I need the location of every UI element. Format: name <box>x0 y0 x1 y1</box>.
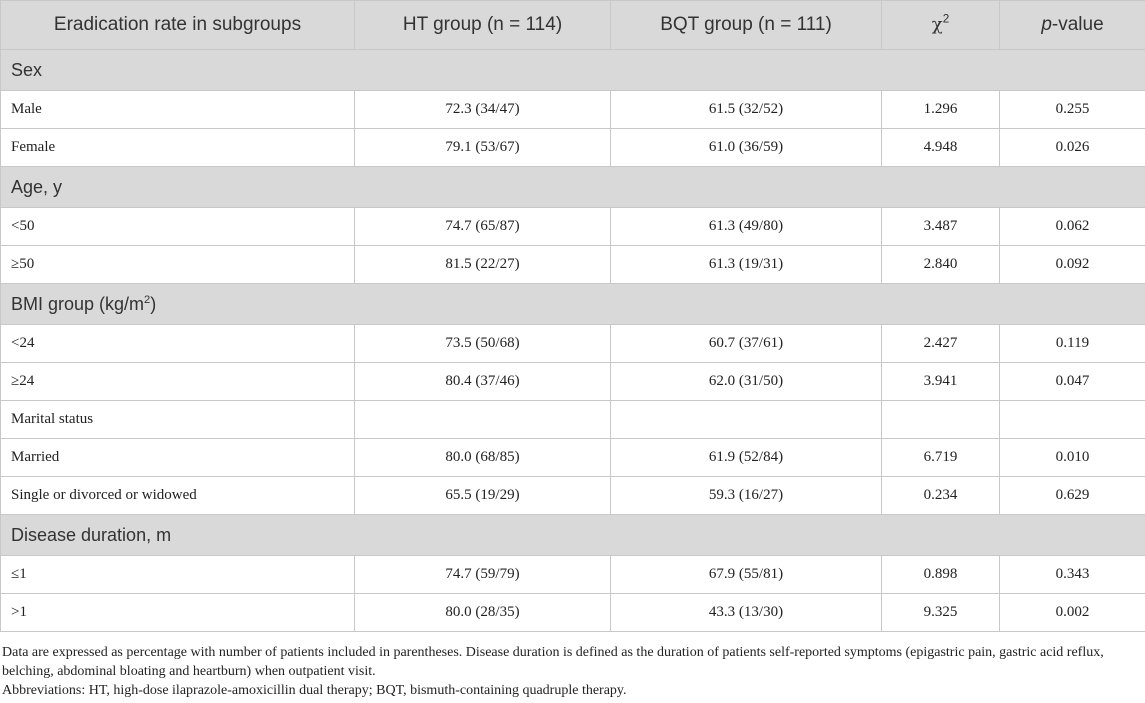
header-subgroups: Eradication rate in subgroups <box>1 1 355 50</box>
p-value: 0.047 <box>1000 363 1145 401</box>
table-row <box>1 594 1145 632</box>
ht-value: 73.5 (50/68) <box>355 325 611 363</box>
chi-value: 0.234 <box>882 477 1000 515</box>
bqt-value: 61.9 (52/84) <box>611 439 882 477</box>
table-row <box>1 91 1145 129</box>
row-label: Married <box>1 439 355 477</box>
row-label: <24 <box>1 325 355 363</box>
row-label: >1 <box>1 594 355 632</box>
ht-value: 74.7 (59/79) <box>355 556 611 594</box>
ht-value: 74.7 (65/87) <box>355 208 611 246</box>
p-value: 0.026 <box>1000 129 1145 167</box>
row-label: ≤1 <box>1 556 355 594</box>
row-label: Male <box>1 91 355 129</box>
p-value: 0.629 <box>1000 477 1145 515</box>
chi-value <box>882 401 1000 439</box>
ht-value: 65.5 (19/29) <box>355 477 611 515</box>
table-row <box>1 129 1145 167</box>
bqt-value: 62.0 (31/50) <box>611 363 882 401</box>
chi-value: 3.487 <box>882 208 1000 246</box>
row-label: ≥24 <box>1 363 355 401</box>
ht-value: 79.1 (53/67) <box>355 129 611 167</box>
row-label: Marital status <box>1 401 355 439</box>
table-row-marital-status <box>1 401 1145 439</box>
bqt-value <box>611 401 882 439</box>
footnote-abbreviations: Abbreviations: HT, high-dose ilaprazole-amoxicillin dual therapy; BQT, bismuth-containing quadruple therapy. <box>2 683 627 698</box>
chi-value: 1.296 <box>882 91 1000 129</box>
bqt-value: 61.3 (49/80) <box>611 208 882 246</box>
row-label: <50 <box>1 208 355 246</box>
table-row <box>1 556 1145 594</box>
chi-value: 2.427 <box>882 325 1000 363</box>
table-row <box>1 363 1145 401</box>
chi-value: 3.941 <box>882 363 1000 401</box>
table-row <box>1 325 1145 363</box>
bmi-label-end: ) <box>150 293 157 314</box>
chi-value: 0.898 <box>882 556 1000 594</box>
bqt-value: 61.5 (32/52) <box>611 91 882 129</box>
p-value: 0.062 <box>1000 208 1145 246</box>
p-value-suffix: -value <box>1051 14 1104 35</box>
chi-value: 4.948 <box>882 129 1000 167</box>
header-ht-group: HT group (n = 114) <box>355 1 611 50</box>
ht-value: 80.0 (28/35) <box>355 594 611 632</box>
section-row-bmi <box>1 284 1145 325</box>
table-row <box>1 477 1145 515</box>
p-value: 0.119 <box>1000 325 1145 363</box>
bmi-label: BMI group (kg/m <box>11 293 145 314</box>
p-value: 0.092 <box>1000 246 1145 284</box>
table-header-row <box>1 1 1145 50</box>
p-letter: p <box>1041 14 1052 35</box>
section-row-sex <box>1 50 1145 91</box>
row-label: Single or divorced or widowed <box>1 477 355 515</box>
p-value <box>1000 401 1145 439</box>
p-value: 0.343 <box>1000 556 1145 594</box>
chi-symbol: χ <box>931 14 943 35</box>
ht-value: 80.4 (37/46) <box>355 363 611 401</box>
row-label: Female <box>1 129 355 167</box>
section-label: Disease duration, m <box>1 515 1145 556</box>
header-bqt-group: BQT group (n = 111) <box>611 1 882 50</box>
section-label <box>1 284 1145 325</box>
footnote-data-description: Data are expressed as percentage with number of patients included in parentheses. Disease duration is defined as the duration of patients self-reported symptoms (epigastric pain, gastric acid reflux, belching, abdominal bloating and heartburn) when outpatient visit. <box>2 645 1104 679</box>
bmi-superscript: 2 <box>144 293 151 306</box>
ht-value: 80.0 (68/85) <box>355 439 611 477</box>
chi-value: 6.719 <box>882 439 1000 477</box>
ht-value <box>355 401 611 439</box>
bqt-value: 61.3 (19/31) <box>611 246 882 284</box>
bqt-value: 43.3 (13/30) <box>611 594 882 632</box>
table-row <box>1 439 1145 477</box>
bqt-value: 60.7 (37/61) <box>611 325 882 363</box>
header-chi-square <box>882 1 1000 50</box>
ht-value: 81.5 (22/27) <box>355 246 611 284</box>
chi-superscript: 2 <box>942 12 950 26</box>
table-footnotes <box>2 643 1140 700</box>
section-label: Sex <box>1 50 1145 91</box>
table-row <box>1 246 1145 284</box>
bqt-value: 67.9 (55/81) <box>611 556 882 594</box>
p-value: 0.002 <box>1000 594 1145 632</box>
row-label: ≥50 <box>1 246 355 284</box>
p-value: 0.255 <box>1000 91 1145 129</box>
p-value: 0.010 <box>1000 439 1145 477</box>
chi-value: 2.840 <box>882 246 1000 284</box>
section-row-age <box>1 167 1145 208</box>
header-p-value <box>1000 1 1145 50</box>
bqt-value: 59.3 (16/27) <box>611 477 882 515</box>
section-label: Age, y <box>1 167 1145 208</box>
chi-value: 9.325 <box>882 594 1000 632</box>
bqt-value: 61.0 (36/59) <box>611 129 882 167</box>
ht-value: 72.3 (34/47) <box>355 91 611 129</box>
table-row <box>1 208 1145 246</box>
section-row-disease-duration <box>1 515 1145 556</box>
